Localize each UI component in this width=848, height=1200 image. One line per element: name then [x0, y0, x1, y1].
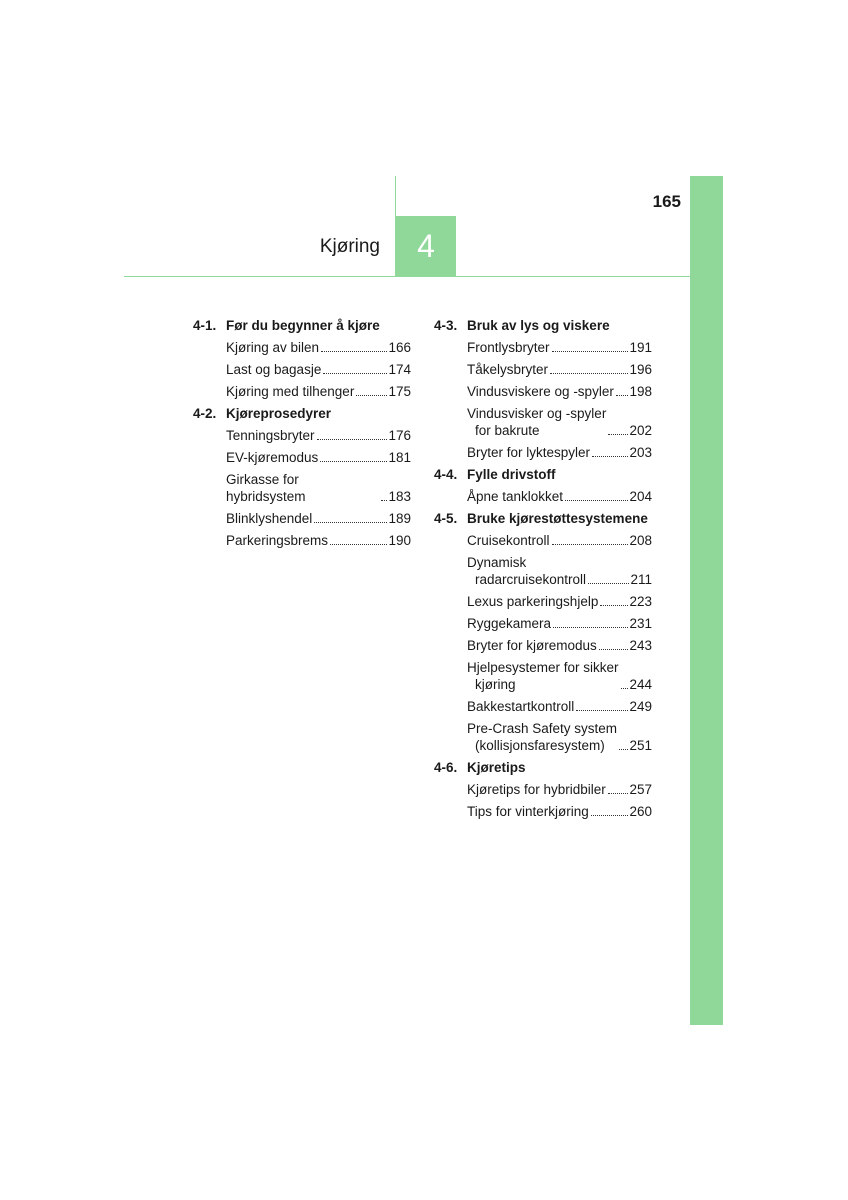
entry-page-number: 223	[629, 594, 652, 609]
dot-leader	[381, 500, 387, 501]
entry-title-line: Last og bagasje	[226, 362, 322, 377]
dot-leader	[608, 793, 629, 794]
entry-title	[467, 637, 597, 654]
entry-title-line: Pre-Crash Safety system	[467, 721, 618, 736]
toc-entry[interactable]	[467, 800, 652, 822]
entry-title-line: Lexus parkeringshjelp	[467, 594, 599, 609]
entry-title	[467, 659, 619, 693]
section-title: Kjøretips	[467, 759, 526, 775]
entry-page-number: 175	[388, 384, 411, 399]
section-title: Kjøreprosedyrer	[226, 405, 332, 421]
entry-title-line: Kjøretips for hybridbiler	[467, 782, 606, 797]
dot-leader	[591, 815, 629, 816]
dot-leader	[600, 605, 628, 606]
toc-entry[interactable]	[226, 468, 411, 507]
entry-title	[226, 471, 379, 505]
toc-entry[interactable]	[467, 551, 652, 590]
entry-title-line: Tips for vinterkjøring	[467, 804, 589, 819]
section-number: 4-3.	[434, 317, 458, 333]
header-horizontal-rule	[124, 276, 690, 277]
entry-title-line: Tenningsbryter	[226, 428, 315, 443]
toc-entry[interactable]	[467, 485, 652, 507]
toc-entry[interactable]	[467, 590, 652, 612]
entry-title	[467, 339, 550, 356]
entry-page-number: 196	[629, 362, 652, 377]
entry-page-number: 203	[629, 445, 652, 460]
dot-leader	[330, 544, 387, 545]
entry-page-number: 189	[388, 511, 411, 526]
toc-section-heading[interactable]	[193, 314, 411, 336]
toc-entry[interactable]	[467, 634, 652, 656]
entry-page-number: 204	[629, 489, 652, 504]
entry-page-number: 166	[388, 340, 411, 355]
entry-title-line: Kjøring av bilen	[226, 340, 320, 355]
entry-page-number: 202	[629, 423, 652, 438]
toc-entry[interactable]	[467, 717, 652, 756]
chapter-title: Kjøring	[319, 236, 380, 257]
entry-title-line: Parkeringsbrems	[226, 533, 329, 548]
entry-title	[467, 444, 590, 461]
toc-entry[interactable]	[467, 380, 652, 402]
entry-title-continuation: for bakrute	[475, 423, 540, 438]
dot-leader	[356, 395, 387, 396]
toc-entry[interactable]	[467, 441, 652, 463]
section-number: 4-2.	[193, 405, 217, 421]
entry-page-number: 249	[629, 699, 652, 714]
entry-title	[226, 383, 354, 400]
toc-section-heading[interactable]	[434, 507, 652, 529]
entry-title-line: Blinklyshendel	[226, 511, 313, 526]
entry-title-line: EV-kjøremodus	[226, 450, 319, 465]
entry-page-number: 174	[388, 362, 411, 377]
dot-leader	[599, 649, 629, 650]
entry-page-number: 231	[629, 616, 652, 631]
entry-title-line: Girkasse for hybridsystem	[226, 472, 306, 504]
chapter-number-box: 4	[396, 216, 456, 276]
section-title: Bruk av lys og viskere	[467, 317, 610, 333]
dot-leader	[314, 522, 387, 523]
entry-page-number: 176	[388, 428, 411, 443]
toc-entry[interactable]	[226, 507, 411, 529]
toc-entry[interactable]	[226, 424, 411, 446]
dot-leader	[550, 373, 628, 374]
dot-leader	[592, 456, 628, 457]
section-title: Før du begynner å kjøre	[226, 317, 380, 333]
entry-title-line: Bryter for kjøremodus	[467, 638, 597, 653]
toc-entry[interactable]	[467, 529, 652, 551]
entry-title-continuation: (kollisjonsfaresystem)	[475, 738, 605, 753]
section-title: Bruke kjørestøttesystemene	[467, 510, 648, 526]
entry-title	[226, 361, 321, 378]
page-number: 165	[652, 192, 681, 211]
entry-title-continuation: kjøring	[475, 677, 516, 692]
dot-leader	[621, 688, 629, 689]
dot-leader	[588, 583, 629, 584]
entry-title-line: Frontlysbryter	[467, 340, 550, 355]
entry-title-line: Hjelpesystemer for sikker	[467, 660, 619, 675]
entry-title	[467, 803, 589, 820]
entry-page-number: 181	[388, 450, 411, 465]
entry-title	[467, 781, 606, 798]
toc-section-heading[interactable]	[193, 402, 411, 424]
entry-title	[467, 361, 548, 378]
entry-title	[226, 510, 312, 527]
entry-title-continuation: radarcruisekontroll	[475, 572, 587, 587]
section-number: 4-4.	[434, 466, 458, 482]
entry-title	[226, 339, 319, 356]
toc-entry[interactable]	[467, 612, 652, 634]
entry-title-line: Ryggekamera	[467, 616, 552, 631]
entry-page-number: 257	[629, 782, 652, 797]
toc-section-heading[interactable]	[434, 463, 652, 485]
dot-leader	[552, 351, 629, 352]
toc-entry[interactable]	[467, 778, 652, 800]
entry-title-line: Åpne tanklokket	[467, 489, 564, 504]
entry-title	[467, 532, 550, 549]
toc-entry[interactable]	[467, 695, 652, 717]
toc-entry[interactable]	[226, 446, 411, 468]
toc-entry[interactable]	[226, 336, 411, 358]
dot-leader	[619, 749, 628, 750]
section-number: 4-5.	[434, 510, 458, 526]
entry-page-number: 208	[629, 533, 652, 548]
entry-title-line: Tåkelysbryter	[467, 362, 549, 377]
dot-leader	[576, 710, 628, 711]
dot-leader	[608, 434, 628, 435]
entry-title-line: Kjøring med tilhenger	[226, 384, 355, 399]
dot-leader	[323, 373, 387, 374]
toc-section-heading[interactable]	[434, 756, 652, 778]
section-title: Fylle drivstoff	[467, 466, 556, 482]
toc-entry[interactable]	[467, 358, 652, 380]
entry-page-number: 251	[629, 738, 652, 753]
entry-title	[226, 427, 315, 444]
toc-entry[interactable]	[467, 402, 652, 441]
entry-title-line: Vindusvisker og -spyler	[467, 406, 607, 421]
toc-entry[interactable]	[226, 358, 411, 380]
dot-leader	[552, 544, 629, 545]
dot-leader	[553, 627, 628, 628]
toc-entry[interactable]	[226, 380, 411, 402]
entry-title	[226, 449, 318, 466]
entry-title	[226, 532, 328, 549]
toc-right-column	[434, 314, 652, 822]
entry-title	[467, 698, 574, 715]
toc-entry[interactable]	[467, 336, 652, 358]
entry-title	[467, 593, 598, 610]
entry-page-number: 190	[388, 533, 411, 548]
entry-page-number: 183	[388, 489, 411, 504]
entry-page-number: 243	[629, 638, 652, 653]
entry-title	[467, 488, 563, 505]
entry-title	[467, 720, 617, 754]
dot-leader	[321, 351, 387, 352]
entry-title-line: Bakkestartkontroll	[467, 699, 575, 714]
toc-entry[interactable]	[226, 529, 411, 551]
dot-leader	[616, 395, 629, 396]
entry-page-number: 191	[629, 340, 652, 355]
entry-title	[467, 554, 586, 588]
entry-title-line: Bryter for lyktespyler	[467, 445, 591, 460]
entry-title-line: Dynamisk	[467, 555, 527, 570]
toc-entry[interactable]	[467, 656, 652, 695]
entry-page-number: 244	[629, 677, 652, 692]
entry-page-number: 260	[629, 804, 652, 819]
entry-page-number: 198	[629, 384, 652, 399]
entry-title-line: Vindusviskere og -spyler	[467, 384, 614, 399]
dot-leader	[320, 461, 387, 462]
toc-left-column	[193, 314, 411, 551]
chapter-side-tab	[690, 176, 723, 1025]
entry-page-number: 211	[630, 572, 652, 587]
toc-section-heading[interactable]	[434, 314, 652, 336]
dot-leader	[317, 439, 388, 440]
section-number: 4-6.	[434, 759, 458, 775]
entry-title	[467, 615, 551, 632]
dot-leader	[565, 500, 628, 501]
entry-title	[467, 405, 606, 439]
entry-title-line: Cruisekontroll	[467, 533, 550, 548]
section-number: 4-1.	[193, 317, 217, 333]
entry-title	[467, 383, 614, 400]
